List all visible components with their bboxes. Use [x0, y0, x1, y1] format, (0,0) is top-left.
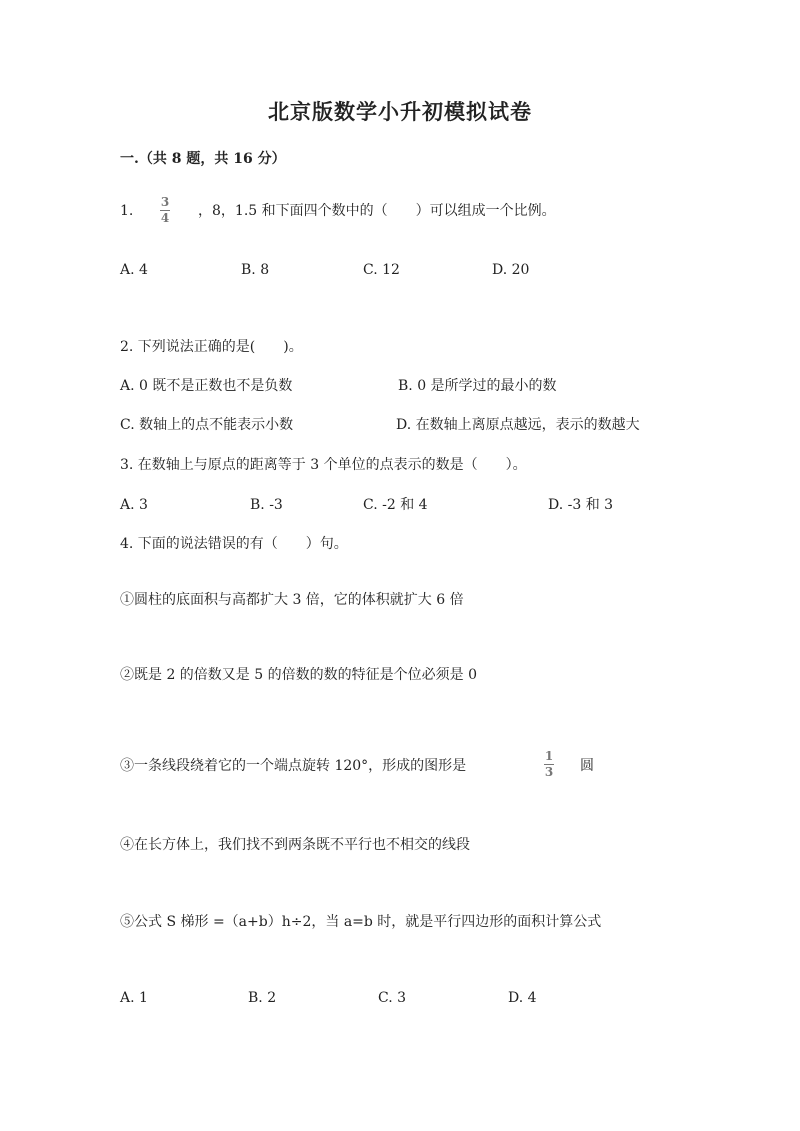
q4-statement-3-fraction [544, 750, 554, 779]
q4-option-b: B. 2 [248, 990, 277, 1006]
q1-option-a: A. 4 [120, 262, 148, 278]
q3-option-a: A. 3 [120, 497, 148, 513]
page-title: 北京版数学小升初模拟试卷 [268, 99, 532, 124]
q4-option-a: A. 1 [120, 990, 148, 1006]
q4-option-d: D. 4 [508, 990, 537, 1006]
q4-statement-4: ④在长方体上，我们找不到两条既不平行也不相交的线段 [120, 837, 470, 853]
q3-option-c: C. -2 和 4 [363, 497, 428, 513]
q1-fraction-denominator: 4 [160, 211, 170, 225]
q4-fraction-denominator: 3 [544, 765, 554, 779]
q4-stem: 4. 下面的说法错误的有（ ）句。 [120, 536, 348, 552]
q1-option-c: C. 12 [363, 262, 400, 278]
q3-option-d: D. -3 和 3 [548, 497, 614, 513]
q4-fraction-numerator: 1 [544, 749, 554, 763]
q1-fraction [160, 196, 170, 225]
q4-statement-1: ①圆柱的底面积与高都扩大 3 倍，它的体积就扩大 6 倍 [120, 592, 464, 608]
q4-statement-3-suffix: 圆 [580, 758, 594, 774]
q2-option-b: B. 0 是所学过的最小的数 [398, 378, 557, 394]
section-header: 一.（共 8 题，共 16 分） [120, 151, 286, 167]
q4-option-c: C. 3 [378, 990, 407, 1006]
q2-stem: 2. 下列说法正确的是( )。 [120, 339, 303, 355]
q2-option-d: D. 在数轴上离原点越远，表示的数越大 [396, 417, 640, 433]
q1-stem: ，8，1.5 和下面四个数中的（ ）可以组成一个比例。 [198, 203, 556, 219]
q1-fraction-numerator: 3 [160, 195, 170, 209]
q1-number: 1. [120, 203, 134, 219]
q4-statement-5: ⑤公式 S 梯形 =（a+b）h÷2，当 a=b 时，就是平行四边形的面积计算公式 [120, 914, 602, 930]
q4-statement-2: ②既是 2 的倍数又是 5 的倍数的数的特征是个位必须是 0 [120, 667, 477, 683]
q2-option-a: A. 0 既不是正数也不是负数 [120, 378, 293, 394]
q2-option-c: C. 数轴上的点不能表示小数 [120, 417, 294, 433]
q1-option-b: B. 8 [241, 262, 270, 278]
q4-statement-3: ③一条线段绕着它的一个端点旋转 120°，形成的图形是 [120, 758, 467, 774]
q1-option-d: D. 20 [492, 262, 530, 278]
q3-option-b: B. -3 [250, 497, 283, 513]
q3-stem: 3. 在数轴上与原点的距离等于 3 个单位的点表示的数是（ ）。 [120, 457, 527, 473]
